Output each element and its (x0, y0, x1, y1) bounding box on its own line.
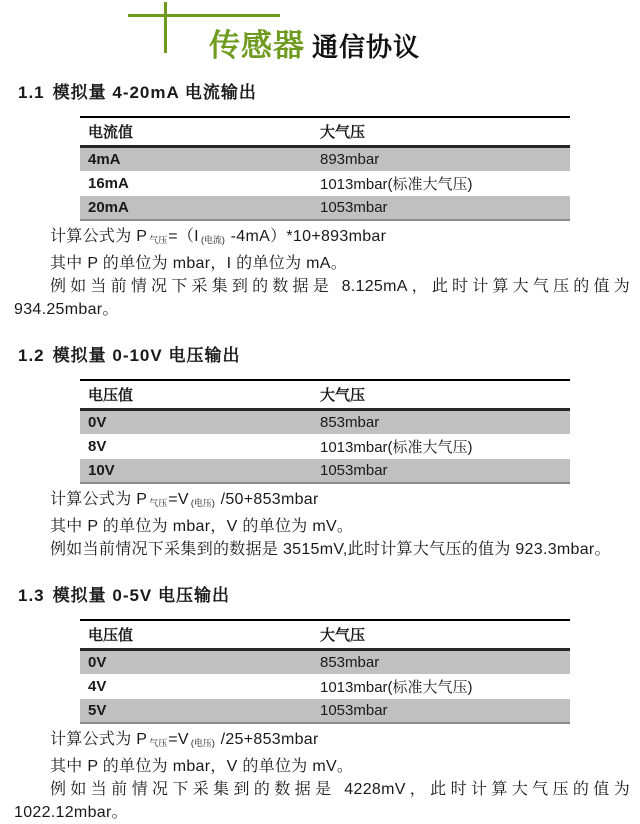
cell-pressure: 1013mbar(标准大气压) (320, 439, 473, 456)
page-title-rest: 通信协议 (312, 32, 421, 62)
cell-pressure: 1053mbar (312, 699, 570, 723)
table-header-row (80, 380, 570, 410)
formula-prefix: 计算公式为 P (50, 731, 148, 748)
units-line: 其中 P 的单位为 mbar，V 的单位为 mV。 (50, 518, 354, 535)
table-row (80, 147, 570, 172)
table-row (80, 699, 570, 723)
col-header-value: 电压值 (80, 380, 312, 410)
section-title: 模拟量 4-20mA 电流输出 (52, 83, 257, 102)
formula-line (14, 225, 630, 252)
table-row (80, 410, 570, 435)
formula-suffix: /25+853mbar (215, 731, 319, 748)
formula-mid: =（I (168, 228, 199, 245)
section-heading (18, 78, 630, 103)
col-header-pressure: 大气压 (312, 380, 570, 410)
page-title (209, 20, 420, 65)
formula-line (14, 488, 630, 515)
title-block (14, 0, 630, 74)
brand-name: 传感器 (209, 28, 305, 63)
formula-prefix: 计算公式为 P (50, 228, 148, 245)
table-row (80, 650, 570, 675)
units-line: 其中 P 的单位为 mbar，I 的单位为 mA。 (50, 255, 348, 272)
table-row (80, 459, 570, 483)
section-title: 模拟量 0-5V 电压输出 (52, 586, 230, 605)
example-line: 例如当前情况下采集到的数据是 8.125mA，此时计算大气压的值为 (50, 278, 630, 295)
cell-value: 8V (88, 438, 107, 455)
units-line: 其中 P 的单位为 mbar，V 的单位为 mV。 (50, 758, 354, 775)
section-number: 1.3 (18, 586, 45, 605)
table-header-row (80, 117, 570, 147)
col-header-pressure: 大气压 (312, 117, 570, 147)
formula-suffix: /50+853mbar (215, 491, 319, 508)
formula-subscript-variable: (电流) (200, 235, 225, 245)
cell-pressure: 1053mbar (312, 196, 570, 220)
formula-line (14, 728, 630, 755)
table-row (80, 434, 570, 459)
cell-value: 0V (80, 410, 312, 435)
example-line: 例如当前情况下采集到的数据是 4228mV，此时计算大气压的值为 (50, 781, 630, 798)
formula-mid: =V (168, 491, 189, 508)
section-analog-voltage-0-5v (14, 581, 630, 824)
formula-mid: =V (168, 731, 189, 748)
formula-subscript-variable: (电压) (190, 738, 215, 748)
col-header-value: 电压值 (80, 620, 312, 650)
cell-pressure: 1013mbar(标准大气压) (320, 176, 473, 193)
table-row (80, 674, 570, 699)
formula-subscript-pressure: 气压 (149, 498, 168, 508)
cell-value: 0V (80, 650, 312, 675)
cell-value: 10V (80, 459, 312, 483)
section-analog-voltage-0-10v (14, 341, 630, 561)
table-row (80, 196, 570, 220)
section-analog-current-output (14, 78, 630, 321)
col-header-pressure: 大气压 (312, 620, 570, 650)
cell-value: 20mA (80, 196, 312, 220)
cell-pressure: 853mbar (312, 650, 570, 675)
cell-value: 5V (80, 699, 312, 723)
formula-subscript-pressure: 气压 (149, 738, 168, 748)
brand-cross-icon (164, 2, 167, 53)
formula-subscript-pressure: 气压 (149, 235, 168, 245)
section-number: 1.2 (18, 346, 45, 365)
example-continuation: 1022.12mbar。 (14, 804, 128, 821)
col-header-value: 电流值 (80, 117, 312, 147)
cell-pressure: 1013mbar(标准大气压) (320, 679, 473, 696)
cell-pressure: 1053mbar (312, 459, 570, 483)
table-row (80, 171, 570, 196)
brand-cross-icon (128, 14, 280, 17)
cell-pressure: 853mbar (312, 410, 570, 435)
pressure-table (80, 619, 570, 724)
pressure-table (80, 116, 570, 221)
section-number: 1.1 (18, 83, 45, 102)
example-line: 例如当前情况下采集到的数据是 3515mV,此时计算大气压的值为 923.3mbar。 (50, 541, 611, 558)
cell-value: 4mA (80, 147, 312, 172)
cell-pressure: 893mbar (312, 147, 570, 172)
cell-value: 4V (88, 678, 107, 695)
example-continuation: 934.25mbar。 (14, 301, 119, 318)
section-title: 模拟量 0-10V 电压输出 (52, 346, 241, 365)
cell-value: 16mA (88, 175, 129, 192)
table-header-row (80, 620, 570, 650)
section-heading (18, 581, 630, 606)
formula-suffix: -4mA）*10+893mbar (225, 228, 387, 245)
pressure-table (80, 379, 570, 484)
formula-subscript-variable: (电压) (190, 498, 215, 508)
section-heading (18, 341, 630, 366)
formula-prefix: 计算公式为 P (50, 491, 148, 508)
